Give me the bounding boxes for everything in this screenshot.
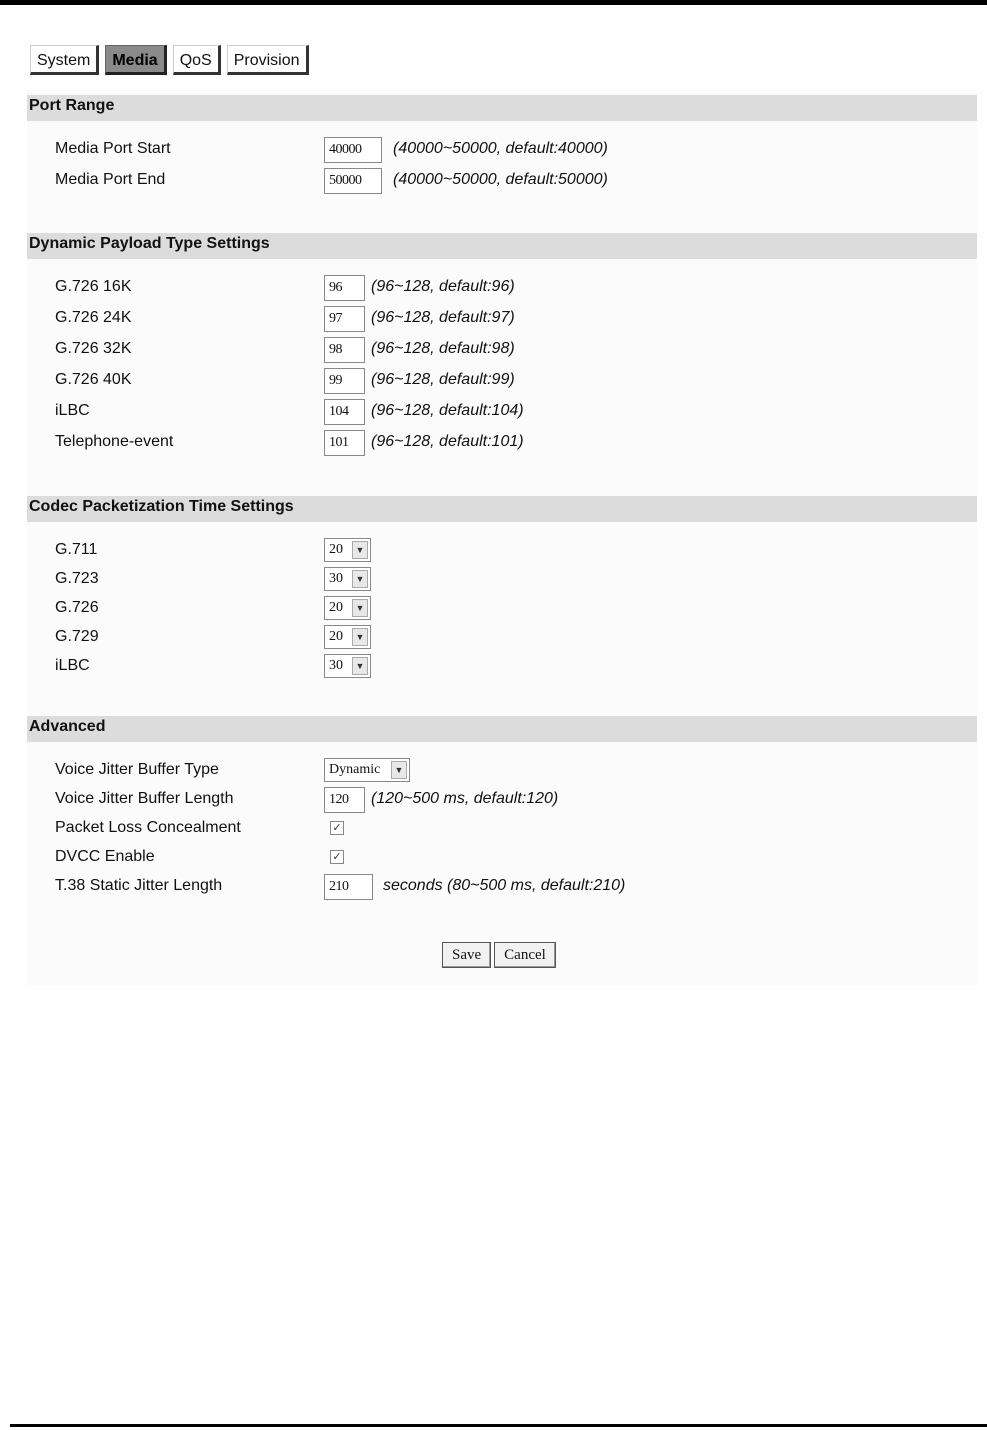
t38-hint: seconds (80~500 ms, default:210) [383,877,626,894]
jitter-length-label: Voice Jitter Buffer Length [55,790,234,807]
payload-hint: (96~128, default:98) [371,340,515,357]
payload-row [55,399,955,425]
cancel-button[interactable]: Cancel [494,942,556,968]
media-port-start-input[interactable]: 40000 [324,137,382,163]
ptime-row [55,567,955,593]
chevron-down-icon: ▼ [352,599,368,617]
ptime-row [55,654,955,680]
checkmark-icon: ✓ [332,851,342,863]
jitter-type-label: Voice Jitter Buffer Type [55,761,219,778]
ptime-header: Codec Packetization Time Settings [27,496,977,522]
tab-system[interactable]: System [30,45,99,75]
payload-label: G.726 32K [55,340,132,357]
payload-row [55,368,955,394]
ptime-label: G.729 [55,628,99,645]
chevron-down-icon: ▼ [391,761,407,779]
payload-label: G.726 24K [55,309,132,326]
chevron-down-icon: ▼ [352,541,368,559]
media-port-end-label: Media Port End [55,171,166,188]
plc-checkbox[interactable] [330,821,344,835]
t38-row [55,874,955,900]
checkmark-icon: ✓ [332,822,342,834]
jitter-type-row [55,758,955,784]
ptime-label: iLBC [55,657,90,674]
jitter-type-select[interactable] [324,758,410,782]
form-actions [442,942,556,968]
payload-input[interactable]: 98 [324,337,365,363]
chevron-down-icon: ▼ [352,570,368,588]
tab-provision[interactable]: Provision [227,45,309,75]
ptime-row [55,596,955,622]
plc-label: Packet Loss Concealment [55,819,241,836]
dvcc-label: DVCC Enable [55,848,155,865]
jitter-length-hint: (120~500 ms, default:120) [371,790,559,807]
tab-bar [30,45,309,75]
jitter-length-row [55,787,955,813]
payload-header: Dynamic Payload Type Settings [27,233,977,259]
payload-input[interactable]: 101 [324,430,365,456]
ptime-value: 20 [329,629,343,644]
tab-qos[interactable]: QoS [173,45,221,75]
save-button[interactable]: Save [442,942,491,968]
payload-hint: (96~128, default:101) [371,433,524,450]
t38-label: T.38 Static Jitter Length [55,877,223,894]
port-range-header: Port Range [27,95,977,121]
ptime-select[interactable] [324,654,371,678]
payload-hint: (96~128, default:97) [371,309,515,326]
chevron-down-icon: ▼ [352,628,368,646]
payload-input[interactable]: 104 [324,399,365,425]
payload-row [55,337,955,363]
media-port-start-hint: (40000~50000, default:40000) [393,140,608,157]
top-rule [0,0,987,5]
dvcc-row [55,845,955,871]
ptime-row [55,538,955,564]
t38-input[interactable]: 210 [324,874,373,900]
media-port-start-row [55,137,955,163]
payload-input[interactable]: 96 [324,275,365,301]
payload-label: G.726 40K [55,371,132,388]
ptime-value: 20 [329,542,343,557]
jitter-length-input[interactable]: 120 [324,787,365,813]
ptime-select[interactable] [324,625,371,649]
chevron-down-icon: ▼ [352,657,368,675]
payload-input[interactable]: 99 [324,368,365,394]
payload-row [55,275,955,301]
payload-label: iLBC [55,402,90,419]
ptime-label: G.723 [55,570,99,587]
payload-hint: (96~128, default:99) [371,371,515,388]
dvcc-checkbox[interactable] [330,850,344,864]
payload-input[interactable]: 97 [324,306,365,332]
ptime-select[interactable] [324,538,371,562]
ptime-value: 30 [329,658,343,673]
media-port-end-row [55,168,955,194]
payload-row [55,430,955,456]
payload-hint: (96~128, default:104) [371,402,524,419]
payload-label: G.726 16K [55,278,132,295]
ptime-row [55,625,955,651]
payload-hint: (96~128, default:96) [371,278,515,295]
advanced-header: Advanced [27,716,977,742]
payload-row [55,306,955,332]
ptime-select[interactable] [324,567,371,591]
media-port-end-hint: (40000~50000, default:50000) [393,171,608,188]
ptime-value: 20 [329,600,343,615]
plc-row [55,816,955,842]
jitter-type-value: Dynamic [329,762,381,777]
ptime-label: G.726 [55,599,99,616]
bottom-rule [10,1424,987,1427]
media-port-start-label: Media Port Start [55,140,171,157]
ptime-value: 30 [329,571,343,586]
ptime-label: G.711 [55,541,98,558]
ptime-select[interactable] [324,596,371,620]
media-port-end-input[interactable]: 50000 [324,168,382,194]
tab-media[interactable]: Media [105,45,166,75]
payload-label: Telephone-event [55,433,174,450]
